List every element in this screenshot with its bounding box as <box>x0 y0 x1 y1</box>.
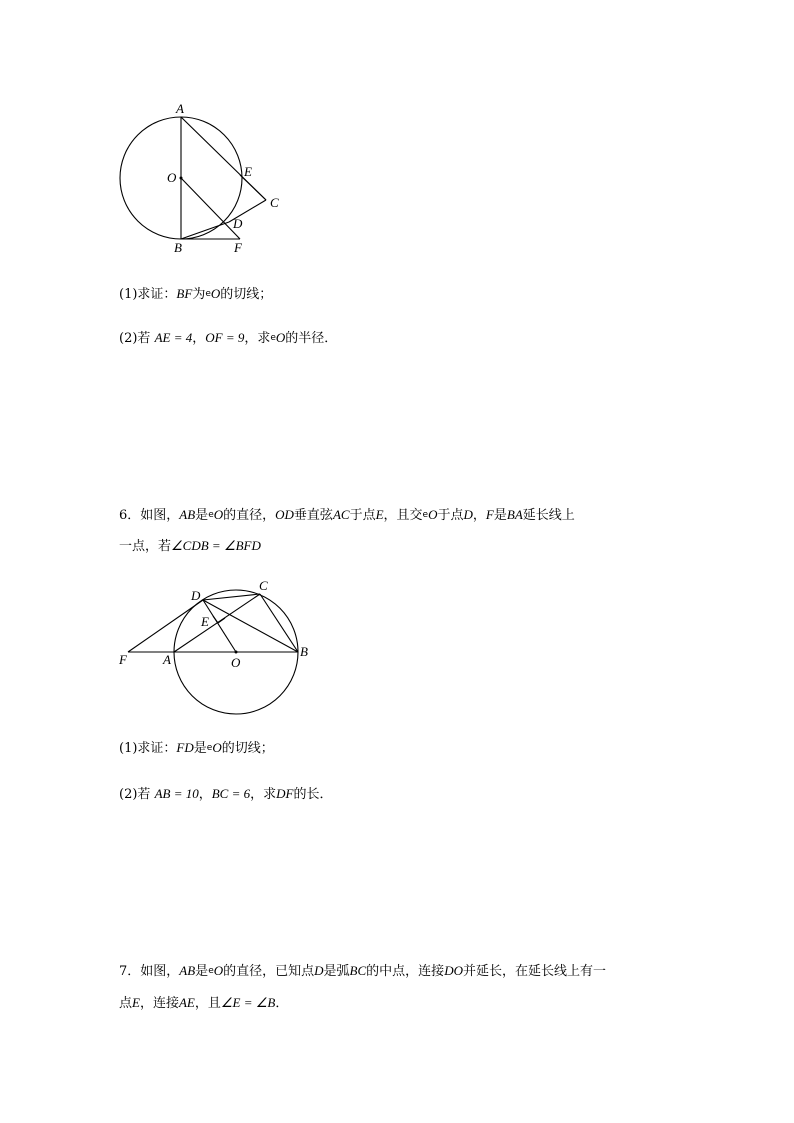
q6-label-e: E <box>201 614 209 629</box>
q6-label-f: F <box>119 652 127 667</box>
q5-label-c: C <box>270 195 279 210</box>
q6-stem-line1: 6．如图，AB是eO的直径，OD垂直弦AC于点E，且交eO于点D，F是BA延长线上 <box>119 507 575 523</box>
q5-part2: (2)若 AE = 4，OF = 9，求eO的半径． <box>119 330 338 346</box>
q6-segment-cb <box>260 594 298 652</box>
q6-label-b: B <box>300 644 308 659</box>
q5-label-o: O <box>167 170 177 185</box>
q5-label-b: B <box>174 240 182 255</box>
q5-part1: (1)求证：BF为eO的切线； <box>119 286 273 302</box>
q6-part2: (2)若 AB = 10，BC = 6，求DF的长． <box>119 786 333 802</box>
q6-center-dot <box>235 651 238 654</box>
q6-segment-fd <box>128 600 203 652</box>
q5-label-d: D <box>233 216 243 231</box>
q6-label-d: D <box>191 588 201 603</box>
q6-stem-line2: 一点，若∠CDB = ∠BFD <box>119 538 261 554</box>
q6-label-c: C <box>259 578 268 593</box>
q6-label-a: A <box>163 652 171 667</box>
q5-label-f: F <box>234 240 242 255</box>
q6-part1: (1)求证：FD是eO的切线； <box>119 740 274 756</box>
q5-label-e: E <box>244 164 252 179</box>
q5-label-a: A <box>176 101 184 116</box>
q6-segment-db <box>203 600 298 652</box>
q7-stem-line1: 7．如图，AB是eO的直径，已知点D是弧BC的中点，连接DO并延长，在延长线上有一 <box>119 963 606 979</box>
q6-label-o: O <box>231 655 241 670</box>
q7-stem-line2: 点E，连接AE，且∠E = ∠B． <box>119 995 289 1011</box>
